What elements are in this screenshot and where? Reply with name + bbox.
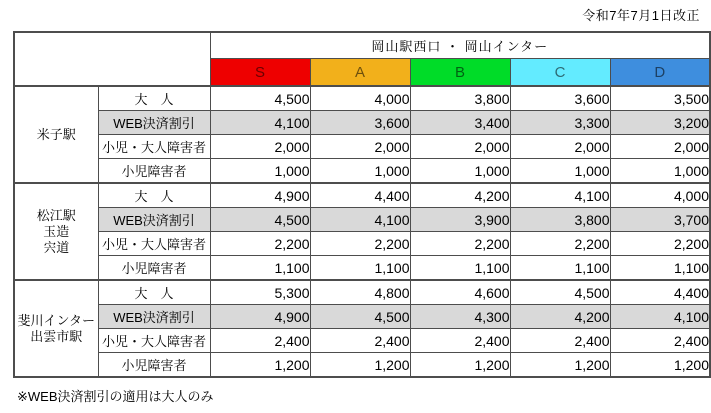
fare-value-cell: 2,000 [310,135,410,159]
fare-type-cell: WEB決済割引 [98,305,210,329]
fare-type-cell: 小児障害者 [98,256,210,281]
fare-type-cell: 小児障害者 [98,159,210,184]
table-row [14,232,710,256]
fare-value-cell: 4,500 [210,86,310,111]
fare-value-cell: 2,200 [310,232,410,256]
table-row [14,353,710,378]
fare-value-cell: 3,600 [310,111,410,135]
fare-value-cell: 4,500 [310,305,410,329]
corner-cell [14,32,210,86]
revision-date-note: 令和7年7月1日改正 [582,8,700,23]
table-row [14,256,710,281]
fare-value-cell: 1,000 [610,159,710,184]
fare-value-cell: 1,100 [210,256,310,281]
fare-class-header-b: B [410,59,510,87]
fare-value-cell: 1,200 [310,353,410,378]
station-line: 斐川インター [17,312,95,328]
fare-value-cell: 1,000 [410,159,510,184]
fare-type-cell: 大 人 [98,86,210,111]
fare-value-cell: 4,100 [510,183,610,208]
fare-value-cell: 4,100 [210,111,310,135]
table-row [14,159,710,184]
fare-value-cell: 1,000 [510,159,610,184]
fare-value-cell: 3,800 [410,86,510,111]
fare-value-cell: 2,000 [410,135,510,159]
fare-value-cell: 2,200 [210,232,310,256]
station-cell-matsue [14,183,98,280]
fare-value-cell: 2,400 [310,329,410,353]
fare-class-header-d: D [610,59,710,87]
fare-class-header-s: S [210,59,310,87]
fare-value-cell: 1,100 [310,256,410,281]
fare-type-cell: 大 人 [98,280,210,305]
fare-type-cell: 小児・大人障害者 [98,135,210,159]
fare-value-cell: 1,200 [510,353,610,378]
fare-value-cell: 1,100 [610,256,710,281]
fare-value-cell: 4,900 [210,183,310,208]
station-cell-hikawa-izumoshi [14,280,98,377]
fare-value-cell: 4,900 [210,305,310,329]
fare-value-cell: 1,100 [410,256,510,281]
fare-value-cell: 4,100 [310,208,410,232]
fare-value-cell: 4,100 [610,305,710,329]
fare-value-cell: 2,400 [410,329,510,353]
fare-value-cell: 2,000 [510,135,610,159]
fare-value-cell: 1,200 [610,353,710,378]
fare-value-cell: 4,200 [410,183,510,208]
fare-value-cell: 3,300 [510,111,610,135]
table-row [14,183,710,208]
fare-value-cell: 1,000 [210,159,310,184]
fare-value-cell: 4,000 [310,86,410,111]
fare-value-cell: 4,300 [410,305,510,329]
table-row [14,329,710,353]
fare-class-header-a: A [310,59,410,87]
fare-value-cell: 1,200 [410,353,510,378]
fare-value-cell: 3,900 [410,208,510,232]
fare-value-cell: 3,700 [610,208,710,232]
fare-type-cell: 小児・大人障害者 [98,232,210,256]
table-row [14,111,710,135]
fare-value-cell: 1,100 [510,256,610,281]
fare-value-cell: 1,200 [210,353,310,378]
fare-value-cell: 4,000 [610,183,710,208]
fare-table [13,31,711,378]
fare-value-cell: 4,400 [310,183,410,208]
fare-class-header-c: C [510,59,610,87]
fare-value-cell: 3,800 [510,208,610,232]
fare-value-cell: 4,500 [210,208,310,232]
fare-type-cell: WEB決済割引 [98,111,210,135]
destination-header: 岡山駅西口 ・ 岡山インター [210,32,710,59]
fare-type-cell: 小児・大人障害者 [98,329,210,353]
fare-type-cell: 小児障害者 [98,353,210,378]
station-cell-yonago [14,86,98,183]
fare-value-cell: 4,500 [510,280,610,305]
fare-value-cell: 4,400 [610,280,710,305]
fare-value-cell: 2,000 [610,135,710,159]
fare-value-cell: 2,200 [610,232,710,256]
fare-value-cell: 5,300 [210,280,310,305]
fare-value-cell: 2,200 [410,232,510,256]
fare-value-cell: 3,500 [610,86,710,111]
table-row [14,305,710,329]
web-discount-footnote: ※WEB決済割引の適用は大人のみ [17,389,214,404]
fare-value-cell: 1,000 [310,159,410,184]
fare-value-cell: 3,400 [410,111,510,135]
fare-value-cell: 2,400 [610,329,710,353]
fare-value-cell: 3,600 [510,86,610,111]
station-line: 米子駅 [36,126,76,142]
fare-type-cell: 大 人 [98,183,210,208]
table-row [14,280,710,305]
fare-value-cell: 4,800 [310,280,410,305]
fare-value-cell: 2,000 [210,135,310,159]
station-line: 玉造 [43,223,70,239]
station-line: 出雲市駅 [30,328,83,344]
fare-value-cell: 2,400 [210,329,310,353]
fare-value-cell: 2,400 [510,329,610,353]
station-line: 松江駅 [36,207,76,223]
table-row [14,135,710,159]
table-row [14,86,710,111]
table-row [14,208,710,232]
fare-value-cell: 4,200 [510,305,610,329]
fare-value-cell: 4,600 [410,280,510,305]
station-line: 宍道 [43,239,70,255]
fare-value-cell: 3,200 [610,111,710,135]
fare-type-cell: WEB決済割引 [98,208,210,232]
fare-value-cell: 2,200 [510,232,610,256]
